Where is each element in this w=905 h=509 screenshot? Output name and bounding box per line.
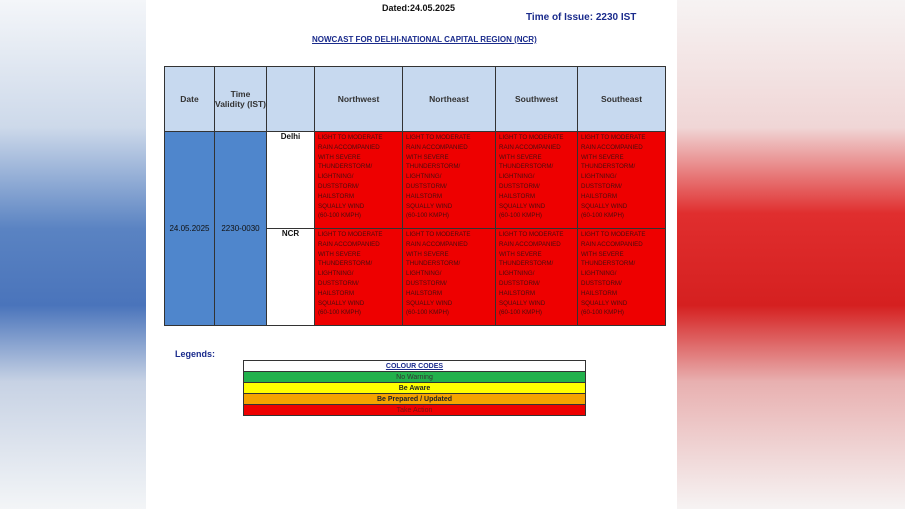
warning-text: LIGHT TO MODERATE RAIN ACCOMPANIED WITH SEVERE THUNDERSTORM/ LIGHTNING/ DUSTSTORM/ HAILSTORM SQUALLY WIND (60-100 KMPH) (318, 231, 383, 317)
column-header-southwest: Southwest (496, 67, 578, 132)
column-header-northeast: Northeast (403, 67, 496, 132)
nowcast-table (164, 66, 666, 326)
warning-text: LIGHT TO MODERATE RAIN ACCOMPANIED WITH SEVERE THUNDERSTORM/ LIGHTNING/ DUSTSTORM/ HAILSTORM SQUALLY WIND (60-100 KMPH) (499, 231, 564, 317)
warning-cell-delhi-northwest (315, 132, 403, 229)
validity-cell: 2230-0030 (215, 132, 267, 326)
warning-text: LIGHT TO MODERATE RAIN ACCOMPANIED WITH SEVERE THUNDERSTORM/ LIGHTNING/ DUSTSTORM/ HAILSTORM SQUALLY WIND (60-100 KMPH) (406, 231, 471, 317)
legends-label: Legends: (175, 349, 216, 359)
warning-cell-delhi-southeast (578, 132, 666, 229)
column-header-date: Date (165, 67, 215, 132)
region-label-ncr: NCR (267, 229, 315, 326)
region-label-delhi: Delhi (267, 132, 315, 229)
legend-item-be-prepared: Be Prepared / Updated (244, 394, 586, 405)
legend-item-take-action: Take Action (244, 405, 586, 416)
time-of-issue: Time of Issue: 2230 IST (526, 12, 637, 23)
nowcast-document (146, 0, 677, 509)
column-header-time-validity: Time Validity (IST) (215, 67, 267, 132)
column-header-southeast: Southeast (578, 67, 666, 132)
warning-cell-delhi-southwest (496, 132, 578, 229)
warning-text: LIGHT TO MODERATE RAIN ACCOMPANIED WITH SEVERE THUNDERSTORM/ LIGHTNING/ DUSTSTORM/ HAILSTORM SQUALLY WIND (60-100 KMPH) (581, 231, 646, 317)
column-header-northwest: Northwest (315, 67, 403, 132)
date-cell: 24.05.2025 (165, 132, 215, 326)
table-row-delhi (165, 132, 666, 229)
warning-text: LIGHT TO MODERATE RAIN ACCOMPANIED WITH SEVERE THUNDERSTORM/ LIGHTNING/ DUSTSTORM/ HAILSTORM SQUALLY WIND (60-100 KMPH) (499, 134, 564, 220)
table-header-row (165, 67, 666, 132)
warning-text: LIGHT TO MODERATE RAIN ACCOMPANIED WITH SEVERE THUNDERSTORM/ LIGHTNING/ DUSTSTORM/ HAILSTORM SQUALLY WIND (60-100 KMPH) (318, 134, 383, 220)
dated-label: Dated:24.05.2025 (382, 3, 456, 13)
warning-cell-ncr-southwest (496, 229, 578, 326)
warning-cell-ncr-northwest (315, 229, 403, 326)
document-title: NOWCAST FOR DELHI-NATIONAL CAPITAL REGION (NCR) (312, 35, 537, 44)
background-blur-left (0, 0, 146, 509)
background-blur-right (677, 0, 905, 509)
colour-codes-legend (243, 360, 586, 416)
column-header-region (267, 67, 315, 132)
warning-text: LIGHT TO MODERATE RAIN ACCOMPANIED WITH SEVERE THUNDERSTORM/ LIGHTNING/ DUSTSTORM/ HAILSTORM SQUALLY WIND (60-100 KMPH) (406, 134, 471, 220)
warning-cell-delhi-northeast (403, 132, 496, 229)
warning-cell-ncr-northeast (403, 229, 496, 326)
warning-cell-ncr-southeast (578, 229, 666, 326)
legend-heading: COLOUR CODES (244, 361, 586, 372)
warning-text: LIGHT TO MODERATE RAIN ACCOMPANIED WITH SEVERE THUNDERSTORM/ LIGHTNING/ DUSTSTORM/ HAILSTORM SQUALLY WIND (60-100 KMPH) (581, 134, 646, 220)
legend-item-be-aware: Be Aware (244, 383, 586, 394)
legend-item-no-warning: No Warning (244, 372, 586, 383)
